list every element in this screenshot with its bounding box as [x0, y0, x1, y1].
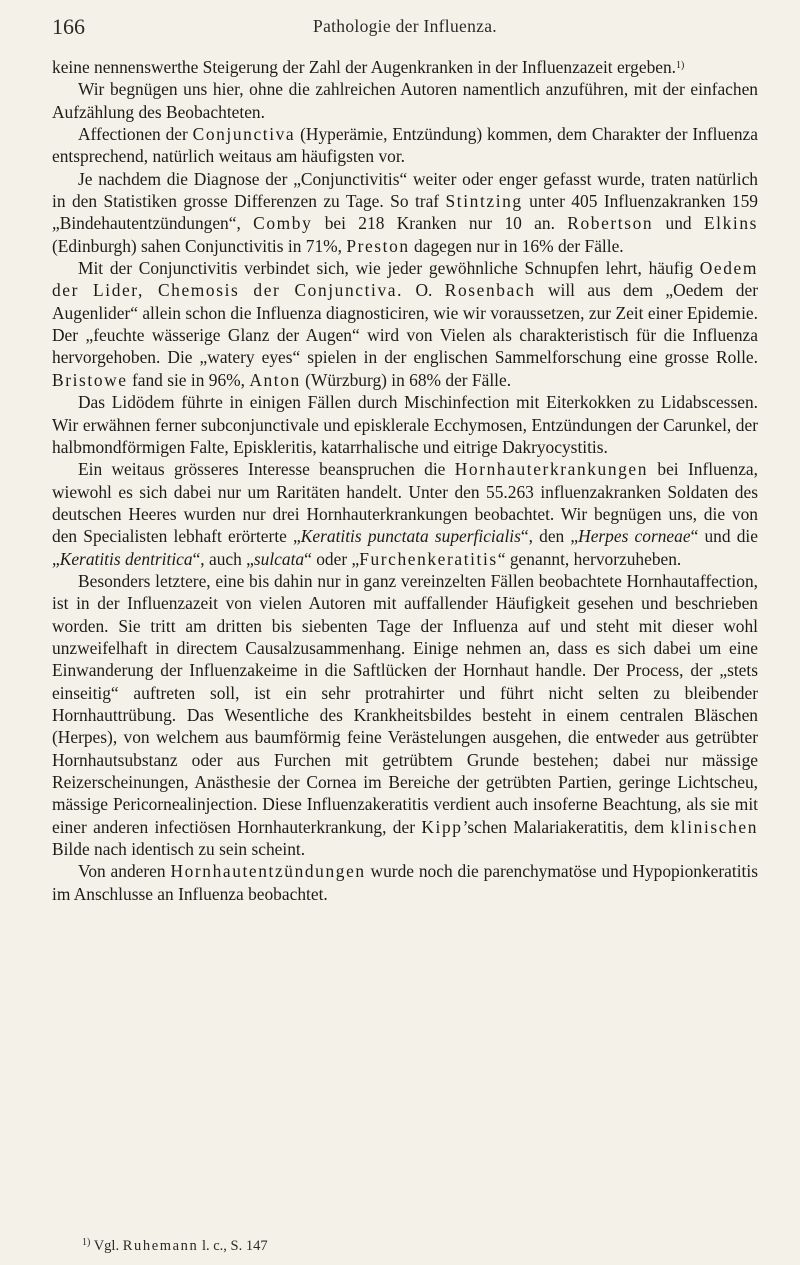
paragraph-p4 — [52, 168, 758, 257]
footnote — [82, 1238, 758, 1255]
footnote-marker: 1) — [676, 60, 685, 71]
text-run: Wir begnügen uns hier, ohne die zahlreichen Autoren namentlich anzuführen, mit der einfachen Aufzählung des Beobachteten. — [52, 79, 758, 122]
spaced-name: Stintzing — [445, 191, 523, 212]
spaced-name: Hornhautentzündungen — [170, 861, 366, 882]
paragraph-p9 — [52, 860, 758, 905]
spaced-name: klinischen — [670, 816, 758, 837]
text-run: Das Lidödem führte in einigen Fällen durch Mischinfection mit Eiterkokken zu Lidabscessen. Wir erwähnen ferner subconjunctivale und episklerale Ecchymosen, Entzündungen der Carunkel, der halbmondförmigen Falte, Episkleritis, katarrhalische und eitrige Dakryocystitis. — [52, 392, 758, 457]
text-run: Mit der Conjunctivitis verbindet sich, wie jeder gewöhnliche Schnupfen lehrt, häufig — [78, 258, 700, 279]
spaced-name: Preston — [346, 235, 410, 256]
paragraph-p7 — [52, 458, 758, 570]
text-run: Von anderen — [78, 861, 171, 882]
spaced-name: Anton — [249, 369, 301, 390]
text-run: wurde noch die parenchymatöse und Hypopionkeratitis im Anschlusse an Influenza beobachtet. — [52, 861, 758, 904]
text-run: unter 405 Influenzakranken 159 „Bindehautentzündungen“, — [52, 191, 758, 234]
footnote-marker: 1) — [82, 1237, 91, 1248]
spaced-name: Comby — [253, 213, 313, 234]
italic-term: Keratitis dentritica — [59, 548, 193, 569]
text-run: “ und die „ — [52, 526, 758, 569]
spaced-name: Kipp — [421, 816, 463, 837]
spaced-name: Elkins — [703, 213, 758, 234]
text-run: Ein weitaus grösseres Interesse beanspruchen die — [78, 459, 455, 480]
italic-term: sulcata — [253, 548, 305, 569]
paragraph-p8 — [52, 570, 758, 860]
text-run: bei Influenza, wiewohl es sich dabei nur um Raritäten handelt. Unter den 55.263 influenzakranken Soldaten des deutschen Heeres wurden nur drei Hornhauterkrankungen beobachtet. Wir begnügen uns, die von den Specialisten lebhaft erörterte „ — [52, 459, 758, 547]
text-run: keine nennenswerthe Steigerung der Zahl der Augenkranken in der Influenzazeit ergeben. — [52, 57, 677, 77]
spaced-name: Furchenkeratitis — [359, 548, 498, 569]
paragraph-p1 — [52, 56, 758, 78]
paragraph-p2 — [52, 78, 758, 123]
text-run: ’schen Malariakeratitis, dem — [462, 816, 671, 837]
text-run: (Würzburg) in 68% der Fälle. — [300, 369, 512, 390]
text-run: und — [653, 213, 704, 234]
text-run: bei 218 Kranken nur 10 an. — [312, 213, 568, 234]
text-run: (Hyperämie, Entzündung) kommen, dem Charakter der Influenza entsprechend, natürlich weitaus am häufigsten vor. — [52, 124, 758, 167]
spaced-name: Conjunctiva — [192, 124, 296, 145]
page-number: 166 — [52, 14, 85, 39]
spaced-name: Rosenbach — [444, 280, 536, 301]
text-run: Vgl. — [90, 1238, 123, 1254]
text-run: l. c., S. 147 — [198, 1238, 268, 1254]
spaced-name: Hornhauterkrankungen — [454, 459, 649, 480]
text-run: dagegen nur in 16% der Fälle. — [409, 235, 624, 256]
text-run: “ genannt, hervorzuheben. — [497, 548, 682, 569]
text-run: O. — [403, 280, 445, 301]
paragraph-p5 — [52, 257, 758, 391]
spaced-name: Ruhemann — [122, 1238, 199, 1254]
paragraph-p3 — [52, 123, 758, 168]
body-text — [52, 56, 758, 905]
text-run: Besonders letztere, eine bis dahin nur in ganz vereinzelten Fällen beobachtete Hornhautaffection, ist in der Influenzazeit von vielen Autoren mit auffallender Häufigkeit gesehen und beschrieben worden. Sie tritt am dritten bis siebenten Tage der Influenza auf und steht mit dieser wohl unzweifelhaft in directem Causalzusammenhang. Einige nehmen an, dass es sich dabei um eine Einwanderung der Influenzakeime in die Saftlücken der Hornhaut handle. Der Process, der „stets einseitig“ auftreten soll, ist ein sehr protrahirter und führt nicht selten zu bleibender Hornhauttrübung. Das Wesentliche des Krankheitsbildes besteht in einem centralen Bläschen (Herpes), von welchem aus baumförmig feine Verästelungen ausgehen, die entweder aus getrübter Hornhautsubstanz oder aus Furchen mit getrübtem Grunde bestehen; dabei nur mässige Reizerscheinungen, Anästhesie der Cornea im Bereiche der getrübten Partien, geringe Lichtscheu, mässige Pericornealinjection. Diese Influenzakeratitis verdient auch insoferne Beachtung, als sie mit einer anderen infectiösen Hornhauterkrankung, der — [52, 570, 758, 837]
text-run: will aus dem „Oedem der Augenlider“ allein schon die Influenza diagnosticiren, wie wir voraussetzen, zur Zeit einer Epidemie. Der „feuchte wässerige Glanz der Augen“ wird von Vielen als charakteristisch für die Influenza hervorgehoben. Die „watery eyes“ spielen in der englischen Sammelforschung eine grosse Rolle. — [52, 280, 759, 368]
text-run: fand sie in 96%, — [127, 369, 250, 390]
running-head: Pathologie der Influenza. — [313, 16, 497, 36]
italic-term: Keratitis punctata superficialis — [300, 526, 521, 547]
text-run: Je nachdem die Diagnose der „Conjunctivitis“ weiter oder enger gefasst wurde, traten natürlich in den Statistiken grosse Differenzen zu Tage. So traf — [52, 168, 758, 212]
text-run: “ oder „ — [304, 548, 360, 569]
page-header — [52, 14, 758, 48]
spaced-name: Robertson — [567, 213, 654, 234]
text-run: “, auch „ — [192, 548, 254, 569]
italic-term: Herpes corneae — [578, 526, 691, 547]
paragraph-p6 — [52, 391, 758, 458]
spaced-name: Bristowe — [52, 369, 128, 390]
text-run: “, den „ — [520, 526, 579, 547]
text-run: (Edinburgh) sahen Conjunctivitis in 71%, — [52, 235, 347, 256]
spaced-name: Oedem der Lider, Chemosis der Conjunctiva. — [52, 258, 758, 301]
text-run: Affectionen der — [78, 124, 193, 145]
text-run: Bilde nach identisch zu sein scheint. — [52, 839, 306, 860]
